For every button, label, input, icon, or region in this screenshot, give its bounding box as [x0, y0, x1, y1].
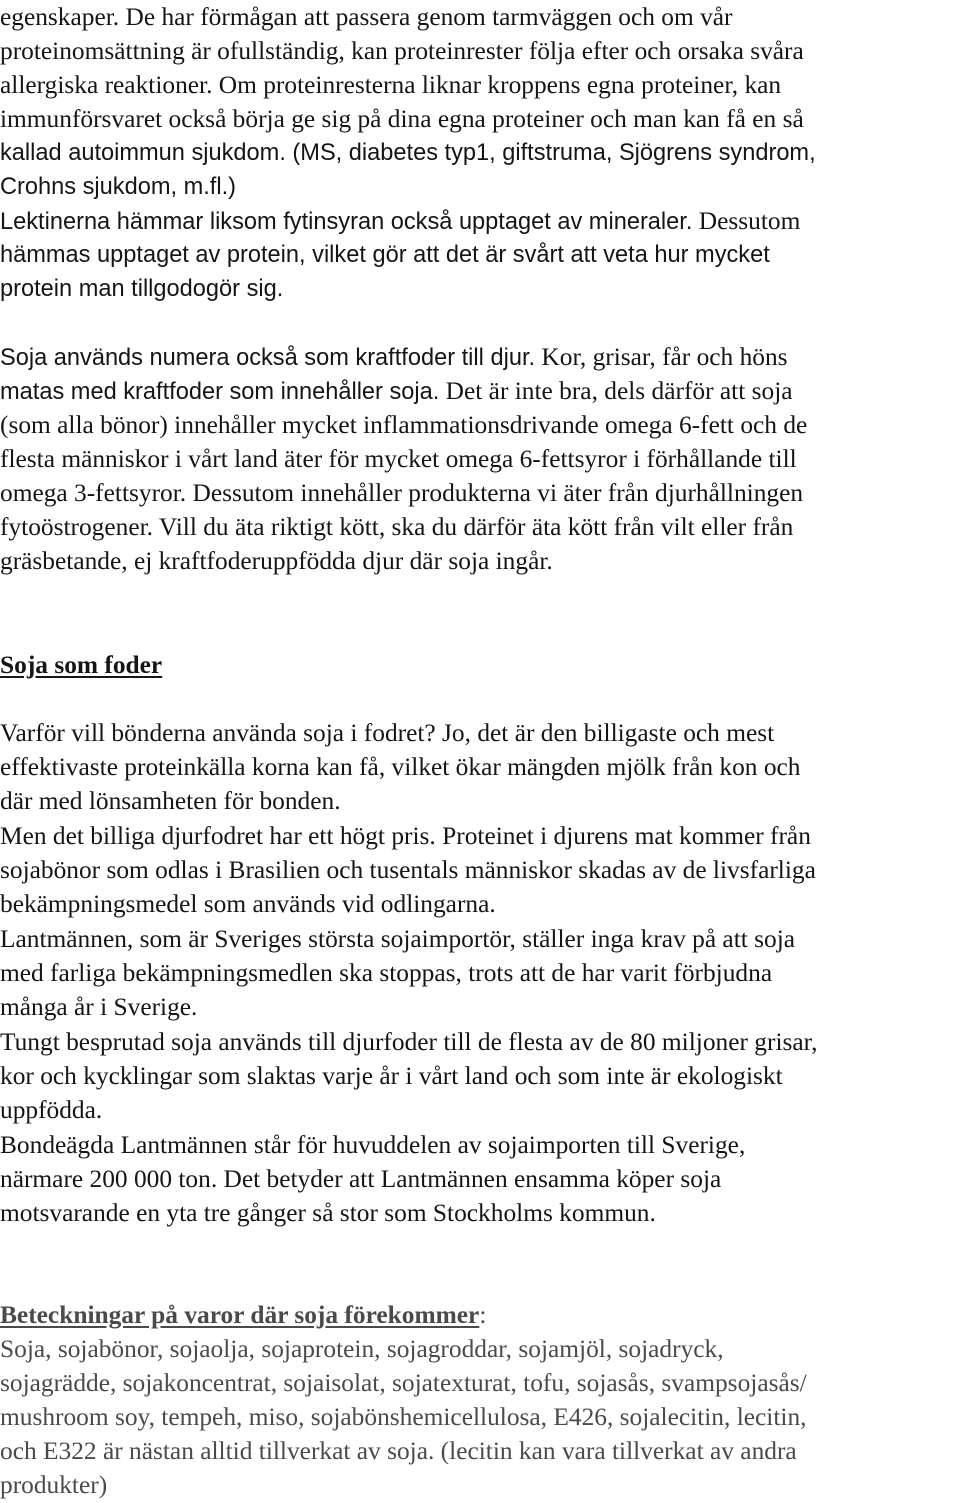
paragraph-line: sojabönor som odlas i Brasilien och tusentals människor skadas av de livsfarliga: [0, 856, 816, 884]
text-segment: Dessutom: [692, 207, 801, 235]
text-segment: Soja används numera också som kraftfoder till djur.: [0, 345, 536, 371]
paragraph-line: motsvarande en yta tre gånger så stor som Stockholms kommun.: [0, 1199, 656, 1227]
paragraph-line: egenskaper. De har förmågan att passera genom tarmväggen och om vår: [0, 3, 733, 31]
paragraph-line: Men det billiga djurfodret har ett högt pris. Proteinet i djurens mat kommer från: [0, 822, 811, 850]
paragraph-line: närmare 200 000 ton. Det betyder att Lantmännen ensamma köper soja: [0, 1165, 722, 1193]
paragraph-line: Soja, sojabönor, sojaolja, sojaprotein, sojagroddar, sojamjöl, sojadryck,: [0, 1335, 724, 1363]
paragraph-line: immunförsvaret också börja ge sig på dina egna proteiner och man kan få en så: [0, 105, 804, 133]
paragraph-line: med farliga bekämpningsmedlen ska stoppas, trots att de har varit förbjudna: [0, 959, 773, 987]
paragraph-line: bekämpningsmedel som används vid odlingarna.: [0, 890, 496, 918]
paragraph-line: Lantmännen, som är Sveriges största sojaimportör, ställer inga krav på att soja: [0, 925, 796, 953]
heading-colon: :: [479, 1301, 487, 1329]
paragraph-line: fytoöstrogener. Vill du äta riktigt kött, ska du därför äta kött från vilt eller från: [0, 513, 794, 541]
section-heading: Soja som foder: [0, 651, 163, 679]
paragraph-line-mixed: [0, 204, 800, 239]
paragraph-line: Bondeägda Lantmännen står för huvuddelen av sojaimporten till Sverige,: [0, 1131, 746, 1159]
paragraph-line: kallad autoimmun sjukdom. (MS, diabetes typ1, giftstruma, Sjögrens syndrom,: [0, 140, 816, 166]
paragraph-line: Crohns sjukdom, m.fl.): [0, 174, 236, 200]
paragraph-line: effektivaste proteinkälla korna kan få, vilket ökar mängden mjölk från kon och: [0, 753, 801, 781]
paragraph-line: Varför vill bönderna använda soja i fodret? Jo, det är den billigaste och mest: [0, 719, 775, 747]
paragraph-line: kor och kycklingar som slaktas varje år i vårt land och som inte är ekologiskt: [0, 1062, 783, 1090]
paragraph-line: Tungt besprutad soja används till djurfoder till de flesta av de 80 miljoner grisar,: [0, 1028, 818, 1056]
paragraph-line: flesta människor i vårt land äter för mycket omega 6-fettsyror i förhållande till: [0, 445, 797, 473]
paragraph-line: och E322 är nästan alltid tillverkat av soja. (lecitin kan vara tillverkat av andra: [0, 1437, 797, 1465]
paragraph-line: (som alla bönor) innehåller mycket inflammationsdrivande omega 6-fett och de: [0, 411, 808, 439]
paragraph-line-mixed: [0, 340, 788, 375]
text-segment: Det är inte bra, dels därför att soja: [439, 377, 793, 405]
paragraph-line: proteinomsättning är ofullständig, kan proteinrester följa efter och orsaka svåra: [0, 37, 804, 65]
paragraph-line: hämmas upptaget av protein, vilket gör att det är svårt att veta hur mycket: [0, 242, 770, 268]
text-segment: Lektinerna hämmar liksom fytinsyran också upptaget av mineraler.: [0, 209, 693, 235]
paragraph-line: produkter): [0, 1471, 108, 1499]
paragraph-line: mushroom soy, tempeh, miso, sojabönshemicellulosa, E426, sojalecitin, lecitin,: [0, 1403, 807, 1431]
text-segment: Kor, grisar, får och höns: [535, 343, 788, 371]
paragraph-line: där med lönsamheten för bonden.: [0, 787, 341, 815]
paragraph-line: protein man tillgodogör sig.: [0, 276, 284, 302]
paragraph-line: uppfödda.: [0, 1096, 103, 1124]
paragraph-line: gräsbetande, ej kraftfoderuppfödda djur där soja ingår.: [0, 547, 553, 575]
paragraph-line-mixed: [0, 374, 793, 409]
section-heading: Beteckningar på varor där soja förekommer: [0, 1301, 480, 1329]
section-heading-line: [0, 1298, 486, 1332]
paragraph-line: allergiska reaktioner. Om proteinresterna liknar kroppens egna proteiner, kan: [0, 71, 782, 99]
paragraph-line: många år i Sverige.: [0, 993, 198, 1021]
paragraph-line: sojagrädde, sojakoncentrat, sojaisolat, sojatexturat, tofu, sojasås, svampsojasås/: [0, 1369, 807, 1397]
text-segment: matas med kraftfoder som innehåller soja.: [0, 379, 440, 405]
paragraph-line: omega 3-fettsyror. Dessutom innehåller produkterna vi äter från djurhållningen: [0, 479, 804, 507]
